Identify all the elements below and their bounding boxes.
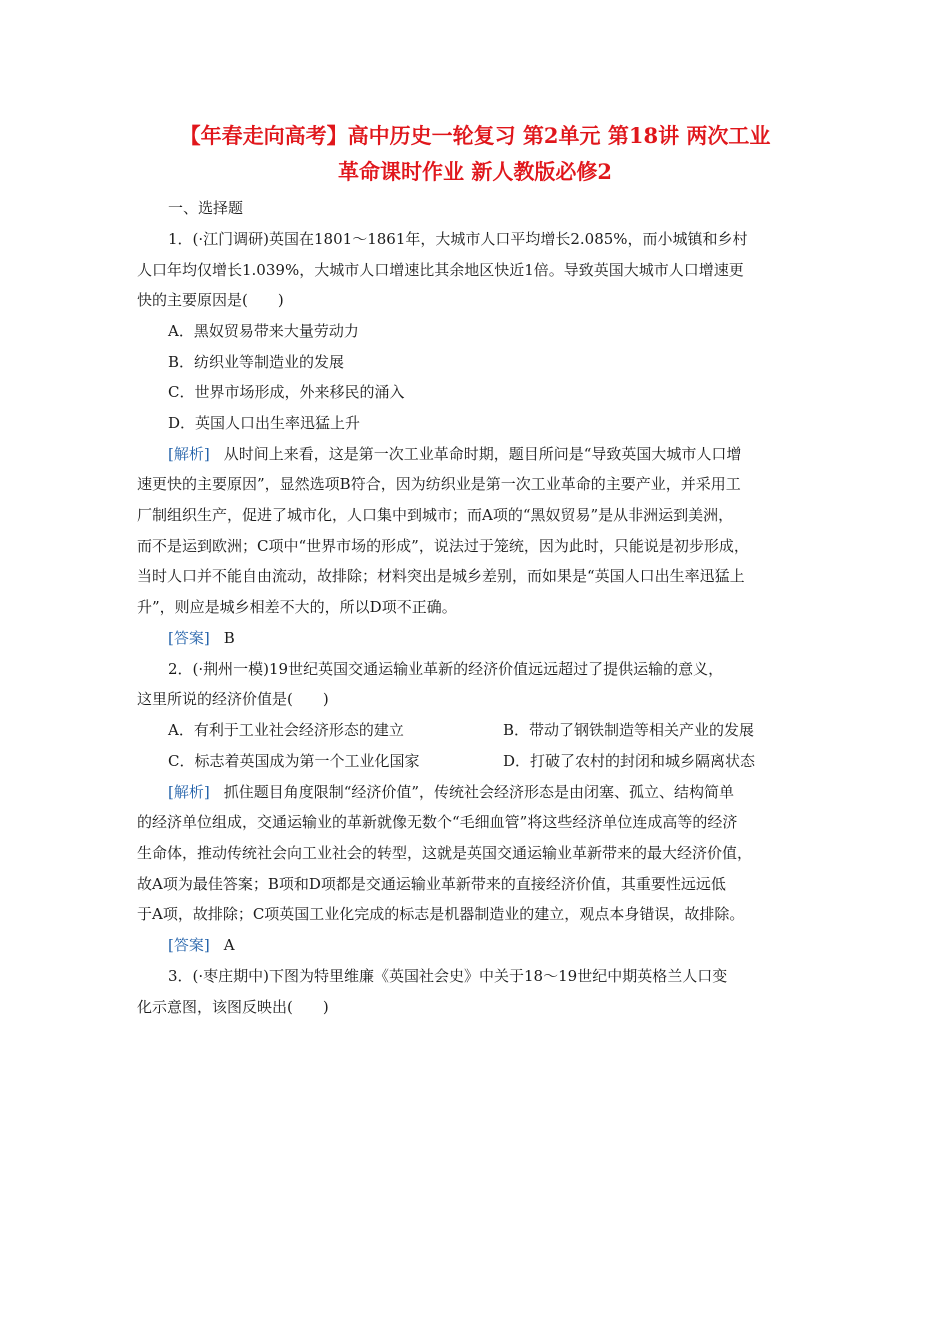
q1-option-d: D．英国人口出生率迅猛上升	[168, 414, 361, 432]
q2-analysis-line-1	[168, 782, 734, 802]
q1-answer-tag: [答案]	[168, 629, 210, 647]
q2-answer-tag: [答案]	[168, 936, 210, 954]
q1-analysis-text-1: 从时间上来看，这是第一次工业革命时期，题目所问是“导致英国大城市人口增	[223, 445, 742, 463]
q2-answer-value: A	[223, 936, 235, 954]
q1-answer-value: B	[223, 629, 235, 647]
q1-option-c: C．世界市场形成，外来移民的涌入	[168, 383, 405, 401]
q2-analysis-text-1: 抓住题目角度限制“经济价值”，传统社会经济形态是由闭塞、孤立、结构简单	[223, 783, 735, 801]
q1-stem-line-1: 1．(·江门调研)英国在1801～1861年，大城市人口平均增长2.085%，而小城镇和乡村	[168, 230, 748, 248]
q1-analysis-line-4: 而不是运到欧洲；C项中“世界市场的形成”，说法过于笼统，因为此时，只能说是初步形成，	[137, 537, 749, 555]
q2-answer-line	[168, 935, 235, 955]
q2-option-b: B．带动了钢铁制造等相关产业的发展	[503, 721, 755, 739]
q1-analysis-line-6: 升”，则应是城乡相差不大的，所以D项不正确。	[137, 598, 457, 616]
q1-analysis-line-3: 厂制组织生产，促进了城市化，人口集中到城市；而A项的“黑奴贸易”是从非洲运到美洲，	[137, 506, 734, 524]
q2-analysis-line-3: 生命体，推动传统社会向工业社会的转型，这就是英国交通运输业革新带来的最大经济价值，	[137, 844, 753, 862]
q2-option-a: A．有利于工业社会经济形态的建立	[168, 721, 404, 739]
q2-stem-line-1: 2．(·荆州一模)19世纪英国交通运输业革新的经济价值远远超过了提供运输的意义，	[168, 660, 724, 678]
q2-analysis-tag: [解析]	[168, 783, 210, 801]
q1-option-a: A．黑奴贸易带来大量劳动力	[168, 322, 359, 340]
q2-stem-line-2: 这里所说的经济价值是( )	[137, 690, 329, 708]
q1-answer-line	[168, 628, 235, 648]
q1-analysis-line-1	[168, 444, 741, 464]
q1-analysis-line-5: 当时人口并不能自由流动，故排除；材料突出是城乡差别，而如果是“英国人口出生率迅猛上	[137, 567, 745, 585]
q1-stem-line-2: 人口年均仅增长1.039%，大城市人口增速比其余地区快近1倍。导致英国大城市人口增速更	[137, 261, 744, 279]
q3-stem-line-2: 化示意图，该图反映出( )	[137, 998, 329, 1016]
q2-analysis-line-4: 故A项为最佳答案；B项和D项都是交通运输业革新带来的直接经济价值，其重要性远远低	[137, 875, 726, 893]
document-title-line-1: 【年春走向高考】高中历史一轮复习 第2单元 第18讲 两次工业	[179, 123, 771, 148]
section-heading: 一、选择题	[168, 199, 244, 217]
q1-analysis-tag: [解析]	[168, 445, 210, 463]
q2-analysis-line-2: 的经济单位组成，交通运输业的革新就像无数个“毛细血管”将这些经济单位连成高等的经济	[137, 813, 738, 831]
q1-analysis-line-2: 速更快的主要原因”，显然选项B符合，因为纺织业是第一次工业革命的主要产业，并采用工	[137, 475, 741, 493]
q3-stem-line-1: 3．(·枣庄期中)下图为特里维廉《英国社会史》中关于18～19世纪中期英格兰人口变	[168, 967, 728, 985]
q1-stem-line-3: 快的主要原因是( )	[137, 291, 284, 309]
document-title-line-2: 革命课时作业 新人教版必修2	[338, 159, 612, 184]
q2-option-d: D．打破了农村的封闭和城乡隔离状态	[503, 752, 756, 770]
q2-analysis-line-5: 于A项，故排除；C项英国工业化完成的标志是机器制造业的建立，观点本身错误，故排除。	[137, 905, 745, 923]
q2-option-c: C．标志着英国成为第一个工业化国家	[168, 752, 420, 770]
q1-option-b: B．纺织业等制造业的发展	[168, 353, 345, 371]
